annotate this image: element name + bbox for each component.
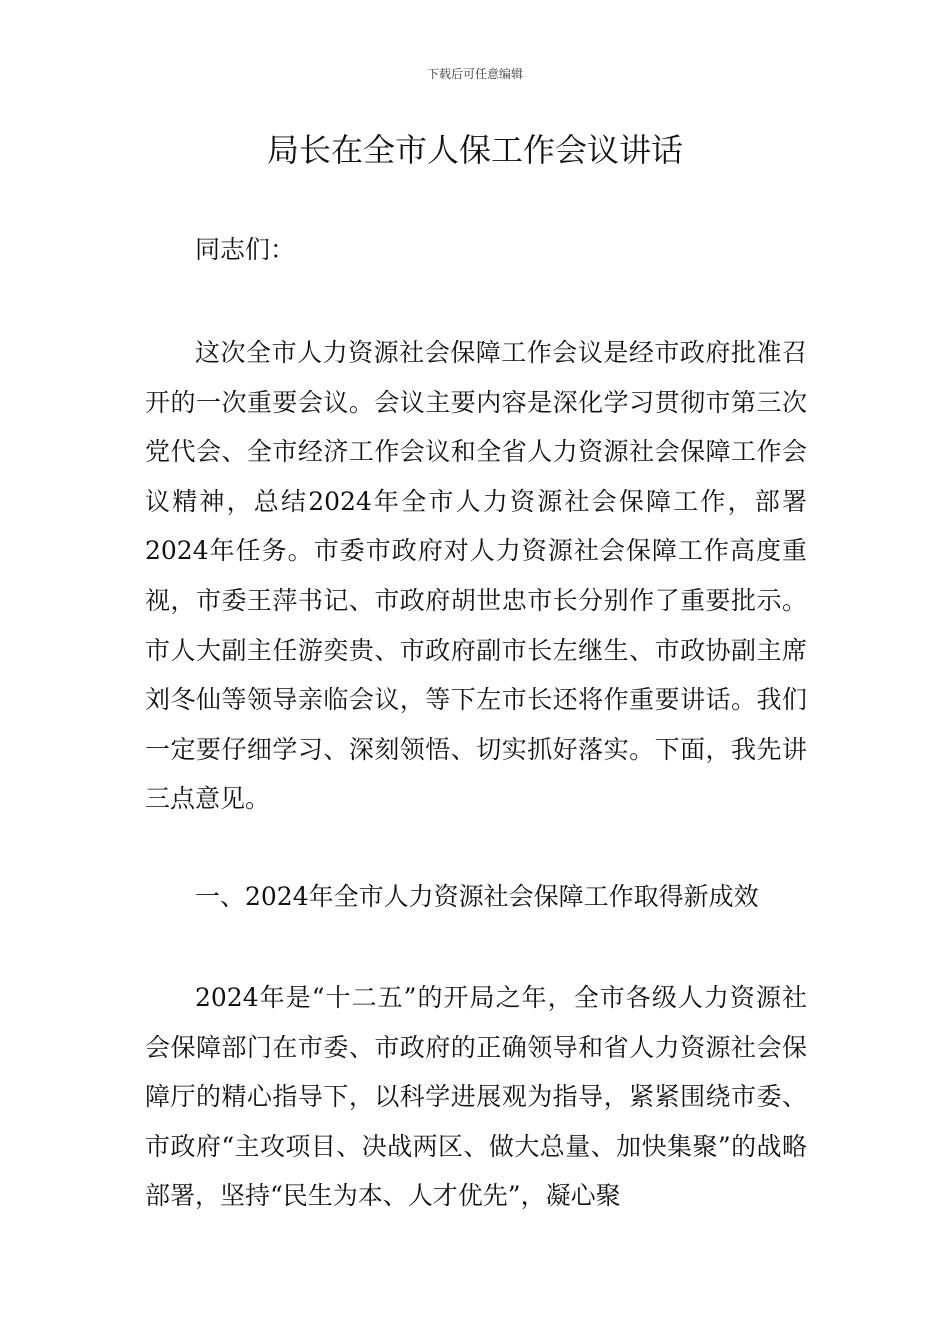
header-note: 下载后可任意编辑 xyxy=(426,67,523,81)
salutation: 同志们： xyxy=(195,235,296,264)
paragraph-intro: 这次全市人力资源社会保障工作会议是经市政府批准召开的一次重要会议。会议主要内容是深化学习贯彻市第三次党代会、全市经济工作会议和全省人力资源社会保障工作会议精神，总结2024年全市人力资源社会保障工作，部署2024年任务。市委市政府对人力资源社会保障工作高度重视，市委王萍书记、市政府胡世忠市长分别作了重要批示。市人大副主任游奕贵、市政府副市长左继生、市政协副主席刘冬仙等领导亲临会议，等下左市长还将作重要讲话。我们一定要仔细学习、深刻领悟、切实抓好落实。下面，我先讲三点意见。 xyxy=(145,338,807,814)
paragraph-section-1: 2024年是“十二五”的开局之年，全市各级人力资源社会保障部门在市委、市政府的正确领导和省人力资源社会保障厅的精心指导下，以科学进展观为指导，紧紧围绕市委、市政府“主攻项目、决战两区、做大总量、加快集聚”的战略部署，坚持“民生为本、人才优先”，凝心聚 xyxy=(145,983,807,1211)
document-title: 局长在全市人保工作会议讲话 xyxy=(266,131,683,169)
section-heading-1: 一、2024年全市人力资源社会保障工作取得新成效 xyxy=(195,882,759,911)
